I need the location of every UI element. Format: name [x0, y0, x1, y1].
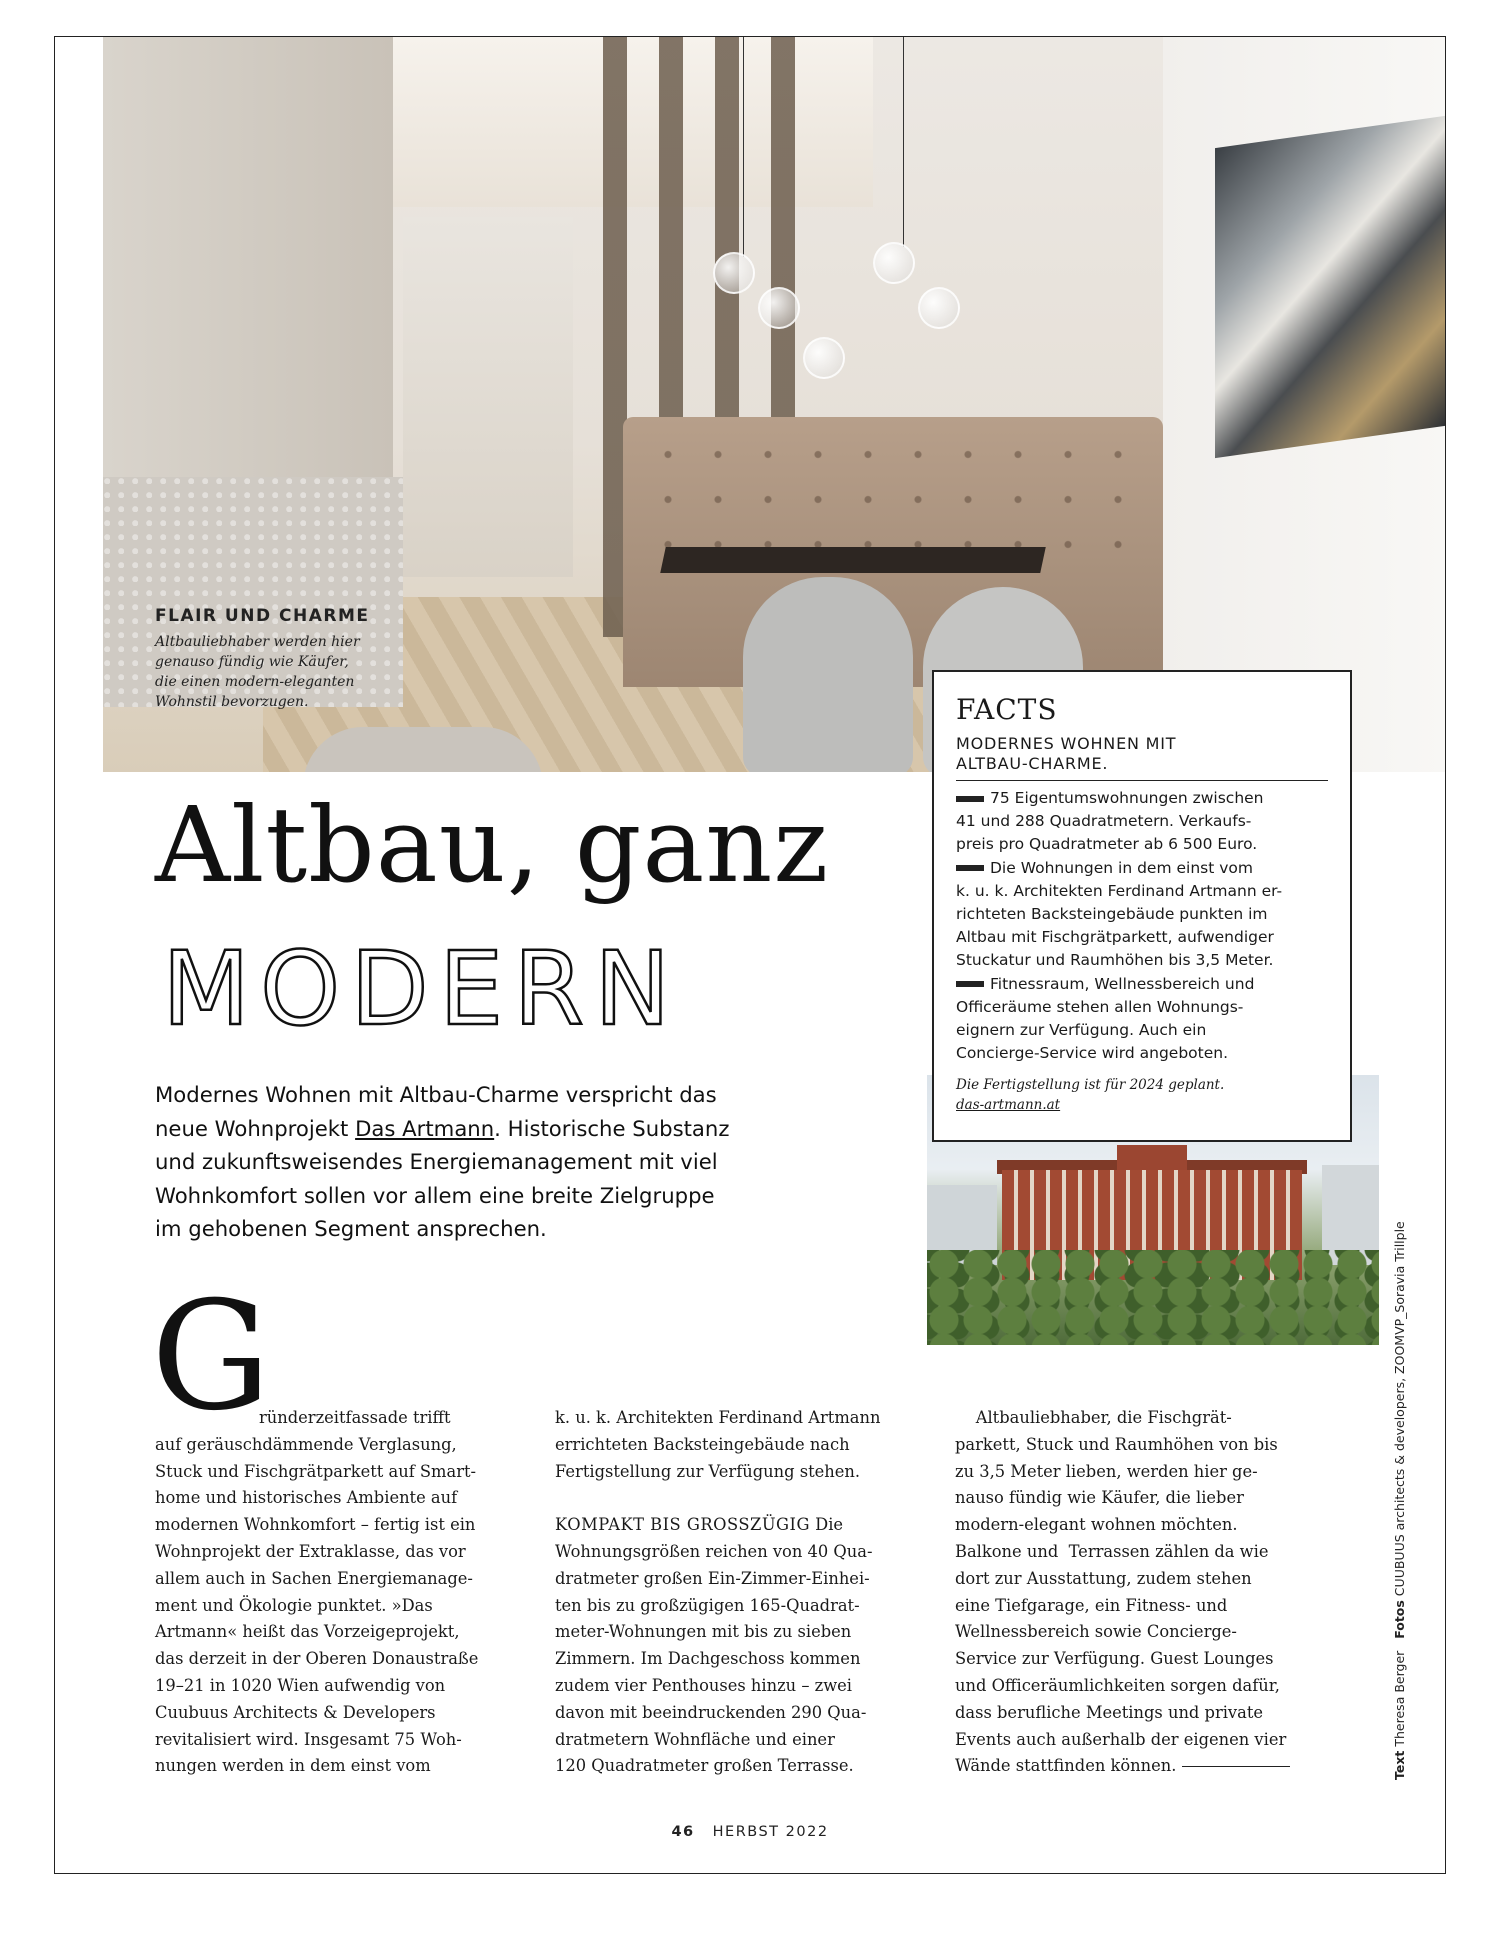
facts-footer: Die Fertigstellung ist für 2024 geplant. das-artmann.at: [956, 1075, 1328, 1115]
page-number: 46: [671, 1824, 695, 1840]
facts-divider: [956, 780, 1328, 781]
lead-paragraph: Modernes Wohnen mit Altbau-Charme verspricht das neue Wohnprojekt Das Artmann. Historische Substanz und zukunftsweisendes Energiemanagement mit viel Wohnkomfort sollen vor allem eine breite Zielgruppe im gehobenen Segment ansprechen.: [155, 1082, 730, 1241]
facts-list: 75 Eigentumswohnungen zwischen 41 und 288 Quadratmetern. Verkaufs- preis pro Quadratmeter ab 6 500 Euro. Die Wohnungen in dem einst vom k. u. k. Architekten Ferdinand Artmann er- richteten Backsteingebäude punkten im Altbau mit Fischgrätparkett, aufwendiger Stuckatur und Raumhöhen bis 3,5 Meter. Fitnessraum, Wellnessbereich und Officeräume stehen allen Wohnungs- eignern zur Verfügung. Auch ein Concierge-Service wird angeboten.: [956, 787, 1328, 1065]
facts-item: 75 Eigentumswohnungen zwischen: [956, 787, 1328, 810]
facts-item: Fitnessraum, Wellnessbereich und: [956, 973, 1328, 996]
body-column-1: ründerzeitfassade trifft auf geräuschdämmende Verglasung, Stuck und Fischgrätparkett auf Smart- home und historisches Ambiente auf modernen Wohnkomfort – fertig ist ein Wohnprojekt der Extraklasse, das vor allem auch in Sachen Energiemanage- ment und Ökologie punktet. »Das Artmann« heißt das Vorzeigeprojekt, das derzeit in der Oberen Donaustraße 19–21 in 1020 Wien aufwendig von Cuubuus Architects & Developers revitalisiert wird. Insgesamt 75 Woh- nungen werden in dem einst vom: [155, 1408, 479, 1776]
facts-title: FACTS: [956, 693, 1058, 726]
issue-label: HERBST 2022: [712, 1824, 829, 1840]
facts-item: Die Wohnungen in dem einst vom: [956, 857, 1328, 880]
facts-box: [932, 670, 1352, 1142]
body-column-2: k. u. k. Architekten Ferdinand Artmann errichteten Backsteingebäude nach Fertigstellung zur Verfügung stehen. KOMPAKT BIS GROSSZÜGIG Die Wohnungsgrößen reichen von 40 Qua- dratmeter großen Ein-Zimmer-Einhei- ten bis zu großzügigen 165-Quadrat- meter-Wohnungen mit bis zu sieben Zimmern. Im Dachgeschoss kommen zudem vier Penthouses hinzu – zwei davon mit beeindruckenden 290 Qua- dratmetern Wohnfläche und einer 120 Quadratmeter großen Terrasse.: [555, 1408, 881, 1776]
headline-line1: Altbau, ganz: [155, 784, 830, 906]
drop-cap: G: [151, 1270, 271, 1444]
page-footer: [0, 1824, 1500, 1840]
bullet-bar-icon: [956, 981, 984, 987]
body-column-3: Altbauliebhaber, die Fischgrät- parkett, Stuck und Raumhöhen von bis zu 3,5 Meter lieben, werden hier ge- nauso fündig wie Käufer, die lieber modern-elegant wohnen möchten. Balkone und Terrassen zählen da wie dort zur Ausstattung, zudem stehen eine Tiefgarage, ein Fitness- und Wellnessbereich sowie Concierge- Service zur Verfügung. Guest Lounges und Officeräumlichkeiten sorgen dafür, dass berufliche Meetings und private Events auch außerhalb der eigenen vier Wände stattfinden können.: [955, 1405, 1315, 1780]
caption-title: FLAIR UND CHARME: [155, 606, 370, 626]
subheading: KOMPAKT BIS GROSSZÜGIG: [555, 1515, 810, 1535]
bullet-bar-icon: [956, 865, 984, 871]
end-mark-rule: [1182, 1766, 1290, 1767]
photo-credit: Text Theresa Berger Fotos CUUBUUS architects & developers, ZOOMVP_Soravia Trillple: [1392, 1221, 1407, 1780]
website-link[interactable]: das-artmann.at: [956, 1097, 1061, 1114]
caption-text: Altbauliebhaber werden hier genauso fündig wie Käufer, die einen modern-eleganten Wohnstil bevorzugen.: [155, 634, 360, 710]
bullet-bar-icon: [956, 796, 984, 802]
facts-subtitle: MODERNES WOHNEN MIT ALTBAU-CHARME.: [956, 734, 1177, 773]
painting: [1215, 116, 1445, 458]
project-name-link: Das Artmann: [355, 1115, 495, 1141]
headline-line2: MODERN: [162, 930, 681, 1049]
